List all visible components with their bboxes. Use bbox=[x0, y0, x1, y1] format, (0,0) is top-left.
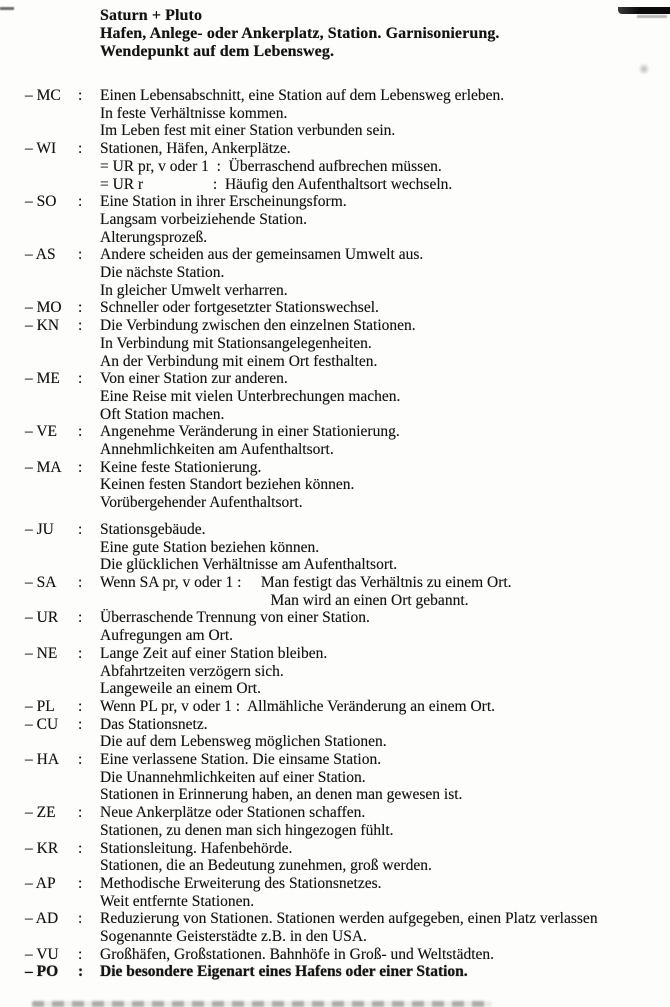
entry-text: Stationen, zu denen man sich hingezogen fühlt. bbox=[100, 821, 394, 839]
entry-key-empty bbox=[25, 857, 78, 875]
entry-line bbox=[25, 875, 670, 893]
entry-text: Man wird an einen Ort gebannt. bbox=[100, 591, 469, 609]
entry-me bbox=[25, 370, 670, 423]
entry-colon: : bbox=[78, 520, 83, 538]
entry-text: Großhäfen, Großstationen. Bahnhöfe in Groß- und Weltstädten. bbox=[100, 945, 495, 963]
document-header bbox=[100, 7, 670, 61]
entry-key-empty bbox=[25, 786, 78, 804]
entry-text: = UR r : Häufig den Aufenthaltsort wechseln. bbox=[100, 175, 453, 193]
entry-line bbox=[25, 87, 670, 105]
entry-colon: : bbox=[78, 874, 83, 892]
scan-mark-top-right-tail bbox=[637, 15, 667, 18]
entry-colon: : bbox=[78, 573, 83, 591]
entry-key: – KN bbox=[25, 317, 60, 335]
scan-mark-top-left bbox=[0, 7, 14, 10]
entry-colon: : bbox=[78, 370, 83, 388]
entry-text: Eine gute Station beziehen können. bbox=[100, 538, 320, 556]
header-subtitle-1: Hafen, Anlege- oder Ankerplatz, Station. Garnisonierung. bbox=[100, 25, 500, 42]
entry-key: – CU bbox=[25, 715, 59, 733]
entry-text: Die auf dem Lebensweg möglichen Stationen. bbox=[100, 733, 387, 751]
entry-kn bbox=[25, 317, 670, 370]
entry-text: Keine feste Stationierung. bbox=[100, 458, 262, 476]
entry-text: Langeweile an einem Ort. bbox=[100, 680, 261, 698]
entry-key: – UR bbox=[25, 609, 59, 627]
entry-colon-empty bbox=[78, 733, 100, 751]
entry-key: – PL bbox=[25, 697, 55, 715]
entry-text: Oft Station machen. bbox=[100, 405, 225, 423]
entry-key-empty bbox=[25, 663, 78, 681]
entry-cu bbox=[25, 716, 670, 751]
entry-line bbox=[25, 627, 670, 645]
entry-line bbox=[25, 946, 670, 964]
entry-text: Die Verbindung zwischen den einzelnen Stationen. bbox=[100, 317, 416, 335]
entry-key: – MC bbox=[25, 87, 61, 104]
entry-key-empty bbox=[25, 264, 78, 282]
entry-key: – AP bbox=[25, 874, 56, 892]
entry-line bbox=[25, 592, 670, 610]
entry-line bbox=[25, 574, 670, 592]
entry-colon: : bbox=[78, 910, 83, 928]
entry-colon: : bbox=[78, 644, 83, 662]
entry-key: – AD bbox=[25, 910, 59, 928]
entry-line bbox=[25, 698, 670, 716]
entry-key-empty bbox=[25, 592, 78, 610]
entry-text: Sogenannte Geisterstädte z.B. in den USA. bbox=[100, 928, 367, 946]
entry-key-empty bbox=[25, 158, 78, 176]
entry-line bbox=[25, 663, 670, 681]
entry-line bbox=[25, 840, 670, 858]
entry-key-empty bbox=[25, 388, 78, 406]
entry-text: Aufregungen am Ort. bbox=[100, 627, 233, 645]
entry-colon: : bbox=[78, 140, 83, 158]
entry-text: Das Stationsnetz. bbox=[100, 715, 208, 733]
entry-line bbox=[25, 335, 670, 353]
entry-ad bbox=[25, 910, 670, 945]
entry-line bbox=[25, 521, 670, 539]
entry-colon-empty bbox=[78, 539, 100, 557]
entry-text: Überraschende Trennung von einer Station. bbox=[100, 609, 370, 627]
entry-line bbox=[25, 264, 670, 282]
entry-text: Angenehme Veränderung in einer Stationierung. bbox=[100, 423, 400, 441]
entry-text: In gleicher Umwelt verharren. bbox=[100, 281, 288, 299]
entry-line bbox=[25, 193, 670, 211]
entry-colon-empty bbox=[78, 680, 100, 698]
entry-colon-empty bbox=[78, 353, 100, 371]
entry-ju bbox=[25, 521, 670, 574]
entry-text: Die Unannehmlichkeiten auf einer Station. bbox=[100, 768, 366, 786]
entry-text: Stationsleitung. Hafenbehörde. bbox=[100, 839, 293, 857]
entry-colon-empty bbox=[78, 264, 100, 282]
entry-line bbox=[25, 122, 670, 140]
entry-text: Weit entfernte Stationen. bbox=[100, 892, 255, 910]
entry-line bbox=[25, 388, 670, 406]
entry-colon-empty bbox=[78, 857, 100, 875]
entry-text: Die nächste Station. bbox=[100, 264, 225, 282]
entry-line bbox=[25, 680, 670, 698]
entry-ha bbox=[25, 751, 670, 804]
entry-text: Stationen, die an Bedeutung zunehmen, groß werden. bbox=[100, 857, 432, 875]
entry-po bbox=[25, 963, 670, 981]
entry-line bbox=[25, 751, 670, 769]
entry-ve bbox=[25, 423, 670, 458]
entry-key-empty bbox=[25, 211, 78, 229]
entry-key: – ZE bbox=[25, 804, 56, 822]
entry-key-empty bbox=[25, 476, 78, 494]
entry-line bbox=[25, 963, 670, 981]
entry-colon-empty bbox=[78, 388, 100, 406]
entry-colon-empty bbox=[78, 627, 100, 645]
entry-text: Die glücklichen Verhältnisse am Aufenthaltsort. bbox=[100, 556, 398, 574]
entry-line bbox=[25, 317, 670, 335]
entry-line bbox=[25, 645, 670, 663]
entry-colon-empty bbox=[78, 105, 100, 123]
entry-text: In Verbindung mit Stationsangelegenheiten. bbox=[100, 334, 372, 352]
entry-text: Reduzierung von Stationen. Stationen werden aufgegeben, einen Platz verlassen bbox=[100, 910, 598, 928]
entry-line bbox=[25, 716, 670, 734]
entry-line bbox=[25, 857, 670, 875]
entry-key: – VE bbox=[25, 423, 58, 441]
entry-key-empty bbox=[25, 556, 78, 574]
entry-key-empty bbox=[25, 353, 78, 371]
entry-colon: : bbox=[78, 609, 83, 627]
entry-colon: : bbox=[78, 963, 84, 981]
entry-colon: : bbox=[78, 193, 83, 211]
entry-as bbox=[25, 246, 670, 299]
entry-text: Wenn SA pr, v oder 1 : Man festigt das Verhältnis zu einem Ort. bbox=[100, 573, 512, 591]
entry-colon: : bbox=[78, 423, 83, 441]
entry-line bbox=[25, 211, 670, 229]
entry-key-empty bbox=[25, 335, 78, 353]
entry-key: – PO bbox=[25, 963, 59, 981]
entry-key-empty bbox=[25, 229, 78, 247]
entry-line bbox=[25, 246, 670, 264]
entry-text: An der Verbindung mit einem Ort festhalten. bbox=[100, 352, 378, 370]
header-subtitle-2: Wendepunkt auf dem Lebensweg. bbox=[100, 43, 335, 60]
entry-colon-empty bbox=[78, 176, 100, 194]
entry-key-empty bbox=[25, 441, 78, 459]
entry-ze bbox=[25, 804, 670, 839]
entry-colon-empty bbox=[78, 494, 100, 512]
entry-ur bbox=[25, 609, 670, 644]
entry-colon: : bbox=[78, 87, 83, 104]
entry-colon: : bbox=[78, 839, 83, 857]
entry-colon: : bbox=[78, 945, 83, 963]
entry-key: – JU bbox=[25, 520, 54, 538]
entry-line bbox=[25, 176, 670, 194]
entry-key-empty bbox=[25, 680, 78, 698]
entry-colon-empty bbox=[78, 769, 100, 787]
entry-text: Die besondere Eigenart eines Hafens oder einer Station. bbox=[100, 963, 468, 981]
scan-smudge-spot bbox=[638, 63, 650, 75]
entry-key-empty bbox=[25, 733, 78, 751]
entry-key: – AS bbox=[25, 246, 56, 264]
entry-line bbox=[25, 804, 670, 822]
entry-colon-empty bbox=[78, 406, 100, 424]
entry-ap bbox=[25, 875, 670, 910]
entry-text: Eine Reise mit vielen Unterbrechungen machen. bbox=[100, 387, 401, 405]
entry-colon: : bbox=[78, 246, 83, 264]
entry-key-empty bbox=[25, 122, 78, 140]
entry-colon-empty bbox=[78, 822, 100, 840]
entry-line bbox=[25, 822, 670, 840]
entry-line bbox=[25, 423, 670, 441]
entry-text: Eine Station in ihrer Erscheinungsform. bbox=[100, 193, 347, 211]
entry-line bbox=[25, 910, 670, 928]
entry-colon-empty bbox=[78, 556, 100, 574]
entry-key-empty bbox=[25, 406, 78, 424]
entry-line bbox=[25, 539, 670, 557]
entry-line bbox=[25, 786, 670, 804]
entry-line bbox=[25, 406, 670, 424]
entry-line bbox=[25, 733, 670, 751]
entry-key: – KR bbox=[25, 839, 59, 857]
entry-line bbox=[25, 459, 670, 477]
entry-key-empty bbox=[25, 494, 78, 512]
entry-colon-empty bbox=[78, 928, 100, 946]
entry-key-empty bbox=[25, 769, 78, 787]
entry-colon: : bbox=[78, 458, 83, 476]
entry-text: In feste Verhältnisse kommen. bbox=[100, 104, 288, 122]
entry-kr bbox=[25, 840, 670, 875]
entry-ne bbox=[25, 645, 670, 698]
entry-text: Keinen festen Standort beziehen können. bbox=[100, 476, 355, 494]
entries-list bbox=[0, 87, 670, 981]
entry-so bbox=[25, 193, 670, 246]
entry-text: Eine verlassene Station. Die einsame Station. bbox=[100, 751, 382, 769]
entry-key: – SA bbox=[25, 573, 57, 591]
entry-key: – WI bbox=[25, 140, 57, 158]
entry-text: Alterungsprozeß. bbox=[100, 228, 208, 246]
entry-line bbox=[25, 476, 670, 494]
entry-line bbox=[25, 282, 670, 300]
entry-line bbox=[25, 158, 670, 176]
entry-text: Vorübergehender Aufenthaltsort. bbox=[100, 494, 303, 512]
entry-line bbox=[25, 353, 670, 371]
entry-line bbox=[25, 928, 670, 946]
entry-key: – VU bbox=[25, 945, 59, 963]
entry-wi bbox=[25, 140, 670, 193]
entry-colon-empty bbox=[78, 441, 100, 459]
entry-pl bbox=[25, 698, 670, 716]
entry-text: Lange Zeit auf einer Station bleiben. bbox=[100, 644, 328, 662]
entry-vu bbox=[25, 946, 670, 964]
entry-key-empty bbox=[25, 105, 78, 123]
entry-text: Methodische Erweiterung des Stationsnetzes. bbox=[100, 874, 382, 892]
header-title: Saturn + Pluto bbox=[100, 7, 203, 24]
scan-mark-top-right bbox=[618, 7, 670, 14]
entry-line bbox=[25, 370, 670, 388]
scan-bottom-cutoff-line bbox=[32, 1001, 492, 1007]
entry-colon-empty bbox=[78, 211, 100, 229]
entry-text: Von einer Station zur anderen. bbox=[100, 370, 288, 388]
entry-text: Stationen, Häfen, Ankerplätze. bbox=[100, 140, 291, 158]
entry-line bbox=[25, 893, 670, 911]
entry-colon-empty bbox=[78, 282, 100, 300]
entry-line bbox=[25, 769, 670, 787]
entry-key-empty bbox=[25, 282, 78, 300]
entry-ma bbox=[25, 459, 670, 512]
entry-line bbox=[25, 299, 670, 317]
entry-text: Stationen in Erinnerung haben, an denen man gewesen ist. bbox=[100, 786, 463, 804]
entry-line bbox=[25, 105, 670, 123]
entry-key-empty bbox=[25, 539, 78, 557]
entry-text: Einen Lebensabschnitt, eine Station auf dem Lebensweg erleben. bbox=[100, 87, 505, 104]
entry-colon: : bbox=[78, 804, 83, 822]
entry-colon: : bbox=[78, 751, 83, 769]
entry-key-empty bbox=[25, 893, 78, 911]
entry-colon: : bbox=[78, 299, 83, 317]
entry-key: – MO bbox=[25, 299, 62, 317]
entry-line bbox=[25, 229, 670, 247]
entry-colon-empty bbox=[78, 335, 100, 353]
entry-line bbox=[25, 441, 670, 459]
entry-colon-empty bbox=[78, 229, 100, 247]
entry-text: Andere scheiden aus der gemeinsamen Umwelt aus. bbox=[100, 246, 424, 264]
entry-colon-empty bbox=[78, 592, 100, 610]
entry-colon-empty bbox=[78, 476, 100, 494]
entry-key: – SO bbox=[25, 193, 57, 211]
entry-line bbox=[25, 140, 670, 158]
entry-text: = UR pr, v oder 1 : Überraschend aufbrechen müssen. bbox=[100, 157, 442, 175]
entry-key: – MA bbox=[25, 458, 62, 476]
entry-colon-empty bbox=[78, 122, 100, 140]
entry-colon-empty bbox=[78, 663, 100, 681]
entry-text: Stationsgebäude. bbox=[100, 520, 206, 538]
entry-sa bbox=[25, 574, 670, 609]
entry-text: Annehmlichkeiten am Aufenthaltsort. bbox=[100, 441, 334, 459]
entry-colon: : bbox=[78, 317, 83, 335]
entry-colon: : bbox=[78, 715, 83, 733]
entry-key: – NE bbox=[25, 644, 58, 662]
entry-text: Neue Ankerplätze oder Stationen schaffen. bbox=[100, 804, 366, 822]
entry-key-empty bbox=[25, 822, 78, 840]
entry-key-empty bbox=[25, 176, 78, 194]
entry-key: – ME bbox=[25, 370, 60, 388]
entry-colon: : bbox=[78, 697, 83, 715]
entry-mo bbox=[25, 299, 670, 317]
entry-key-empty bbox=[25, 928, 78, 946]
scanned-page bbox=[0, 7, 670, 1007]
entry-text: Im Leben fest mit einer Station verbunden sein. bbox=[100, 122, 396, 140]
entry-colon-empty bbox=[78, 158, 100, 176]
entry-colon-empty bbox=[78, 893, 100, 911]
entry-colon-empty bbox=[78, 786, 100, 804]
entry-key: – HA bbox=[25, 751, 60, 769]
entry-line bbox=[25, 556, 670, 574]
entry-text: Wenn PL pr, v oder 1 : Allmähliche Veränderung an einem Ort. bbox=[100, 697, 496, 715]
entry-mc bbox=[25, 87, 670, 140]
entry-line bbox=[25, 494, 670, 512]
entry-key-empty bbox=[25, 627, 78, 645]
entry-text: Schneller oder fortgesetzter Stationswechsel. bbox=[100, 299, 379, 317]
entry-line bbox=[25, 609, 670, 627]
entry-text: Langsam vorbeiziehende Station. bbox=[100, 210, 308, 228]
entry-text: Abfahrtzeiten verzögern sich. bbox=[100, 662, 284, 680]
